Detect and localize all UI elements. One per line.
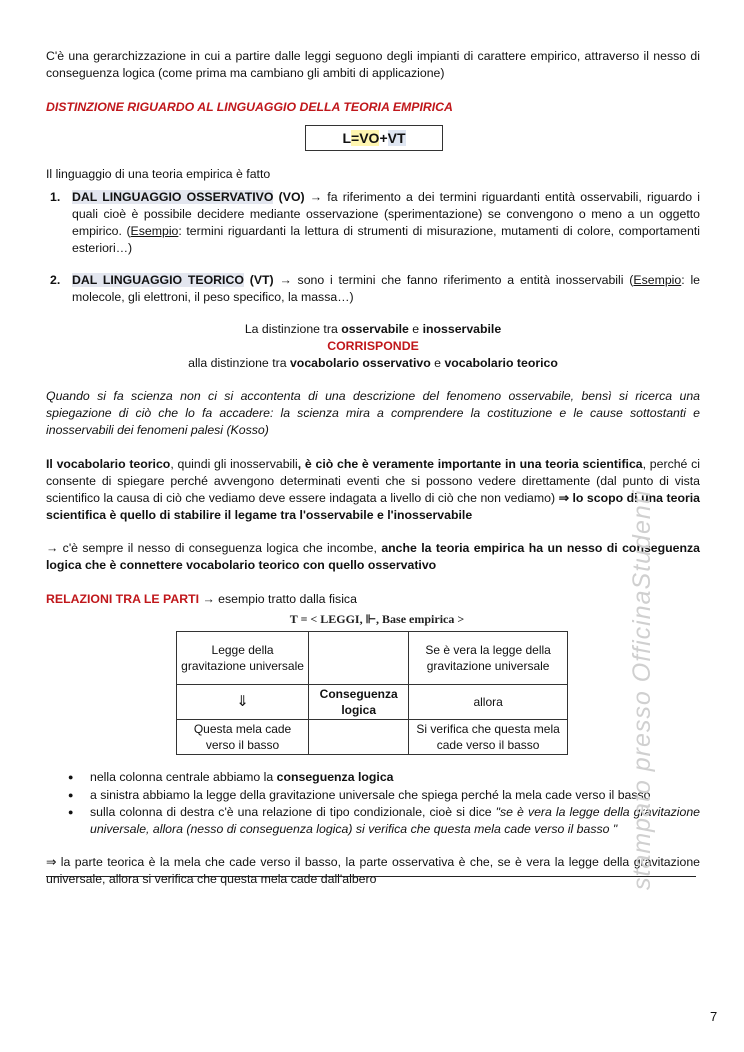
vocabulary-paragraph <box>46 456 700 524</box>
center-bold: vocabolario teorico <box>444 356 558 370</box>
arrow-icon: → <box>279 273 292 287</box>
corrisponde-label: CORRISPONDE <box>327 339 419 353</box>
table-row <box>177 685 568 720</box>
table-cell: Si verifica che questa mela cade verso il basso <box>409 720 568 755</box>
item-2-example: Esempio <box>633 273 682 287</box>
center-text: e <box>430 356 445 370</box>
bullet-item <box>68 787 700 804</box>
relations-table <box>176 631 568 755</box>
bullet-bold: conseguenza logica <box>276 770 394 784</box>
list-item-theoretical <box>72 272 700 306</box>
table-cell: Se è vera la legge della gravitazione universale <box>409 632 568 685</box>
table-cell: allora <box>409 685 568 720</box>
vocab-bold-c: , è ciò che è veramente importante in una teoria scientifica <box>297 457 643 471</box>
center-bold: vocabolario osservativo <box>289 356 431 370</box>
watermark-text: stampato presso OfficinaStudenti <box>628 489 656 890</box>
item-1-abbr: (VO) <box>278 190 305 204</box>
center-line-2 <box>46 338 700 355</box>
bullet-icon: ● <box>68 772 74 782</box>
bullet-item <box>68 804 700 838</box>
theory-equation: T = < LEGGI, ⊩, Base empirica > <box>289 612 465 626</box>
horizontal-rule <box>46 876 696 877</box>
formula-l: L <box>342 130 352 146</box>
bullet-text: sulla colonna di destra c'è una relazione di tipo condizionale, cioè si dice <box>90 805 496 819</box>
vocab-text-d: , perché ci consente di spiegare perché avvengono determinati eventi che si possono vedere direttamente (dal punto di vista scientifico la causa di ciò che vediamo deve essere indagata a livello di ciò che non vediamo) <box>46 457 701 505</box>
relazioni-line <box>46 591 700 608</box>
formula-vt: VT <box>387 130 406 146</box>
vocab-bold-a: Il vocabolario teorico <box>46 457 171 471</box>
item-1-example: Esempio <box>130 224 179 238</box>
table-cell: Legge della gravitazione universale <box>177 632 309 685</box>
bullet-italic: "se è vera la legge della gravitazione universale, allora (nesso di conseguenza logica) si verifica che questa mela cade verso il basso " <box>90 805 700 836</box>
center-text: La distinzione tra <box>244 322 342 336</box>
table-cell: Questa mela cade verso il basso <box>177 720 309 755</box>
item-1-text-b: : termini riguardanti la lettura di strumenti di misurazione, mutamenti di colore, comportamenti esteriori…) <box>72 224 700 255</box>
bullet-text: a sinistra abbiamo la legge della gravitazione universale che spiega perché la mela cade verso il basso <box>90 788 651 802</box>
bullet-icon: ● <box>68 790 74 800</box>
table-cell: ⇓ <box>177 685 309 720</box>
vocab-bold-e: ⇒ lo scopo di una teoria scientifica è quello di stabilire il legame tra l'osservabile e l'inosservabile <box>46 491 700 522</box>
item-2-abbr: (VT) <box>249 273 274 287</box>
center-line-1 <box>46 321 700 338</box>
distinction-heading: DISTINZIONE RIGUARDO AL LINGUAGGIO DELLA TEORIA EMPIRICA <box>46 100 453 114</box>
item-2-text-a: sono i termini che fanno riferimento a entità inosservabili ( <box>291 273 634 287</box>
kosso-quote: Quando si fa scienza non ci si accontenta di una descrizione del fenomeno osservabile, bensì si ricerca una spiegazione di ciò che lo fa accadere: la scienza mira a comprendere la costituzione e le cause sottostanti e inosservabili dei fenomeni palesi (Kosso) <box>46 389 700 437</box>
nesso-paragraph <box>46 540 700 574</box>
formula-plus: + <box>379 130 388 146</box>
bullet-icon: ● <box>68 807 74 817</box>
list-item-observational <box>72 189 700 257</box>
relazioni-label: RELAZIONI TRA LE PARTI <box>46 592 200 606</box>
arrow-icon: → <box>309 190 323 204</box>
table-row <box>177 720 568 755</box>
conclusion-paragraph: ⇒ la parte teorica è la mela che cade verso il basso, la parte osservativa è che, se è vera la legge della gravitazione universale, allora si verifica che questa mela cade dall'albero <box>46 855 700 886</box>
table-row <box>177 632 568 685</box>
section-heading <box>46 99 700 116</box>
item-1-title: DAL LINGUAGGIO OSSERVATIVO <box>72 190 274 204</box>
formula-eq: = <box>351 130 360 146</box>
center-bold: inosservabile <box>422 322 502 336</box>
item-2-text-b: : le molecole, gli elettroni, il peso specifico, la massa…) <box>72 273 701 304</box>
formula-box <box>305 125 443 151</box>
bullet-item <box>68 769 700 786</box>
page-number: 7 <box>710 1009 718 1024</box>
relazioni-rest: → esempio tratto dalla fisica <box>199 592 357 606</box>
table-cell: Conseguenza logica <box>309 685 409 720</box>
nesso-text: → c'è sempre il nesso di conseguenza logica che incombe, <box>46 541 382 555</box>
item-1-text-a: fa riferimento a dei termini riguardanti entità osservabili, riguardo i quali cioè è possibile decidere mediante osservazione (sperimentazione) se convengono o meno a un oggetto empirico. ( <box>72 190 700 238</box>
center-text: alla distinzione tra <box>188 356 290 370</box>
item-1-number: 1. <box>50 190 61 204</box>
intro-paragraph: C'è una gerarchizzazione in cui a partire dalle leggi seguono degli impianti di carattere empirico, attraverso il nesso di conseguenza logica (come prima ma cambiano gli ambiti di applicazione) <box>46 49 700 80</box>
item-2-title: DAL LINGUAGGIO TEORICO <box>72 273 244 287</box>
table-cell <box>309 720 409 755</box>
formula-vo: VO <box>359 130 380 146</box>
center-bold: osservabile <box>341 322 409 336</box>
center-text: e <box>408 322 423 336</box>
item-2-number: 2. <box>50 273 61 287</box>
nesso-bold: anche la teoria empirica ha un nesso di conseguenza logica che è connettere vocabolario teorico con quello osservativo <box>46 541 700 572</box>
language-intro: Il linguaggio di una teoria empirica è fatto <box>46 167 271 181</box>
vocab-text-b: , quindi gli inosservabili <box>170 457 298 471</box>
table-cell <box>309 632 409 685</box>
bullet-text: nella colonna centrale abbiamo la <box>90 770 277 784</box>
center-line-3 <box>46 355 700 372</box>
